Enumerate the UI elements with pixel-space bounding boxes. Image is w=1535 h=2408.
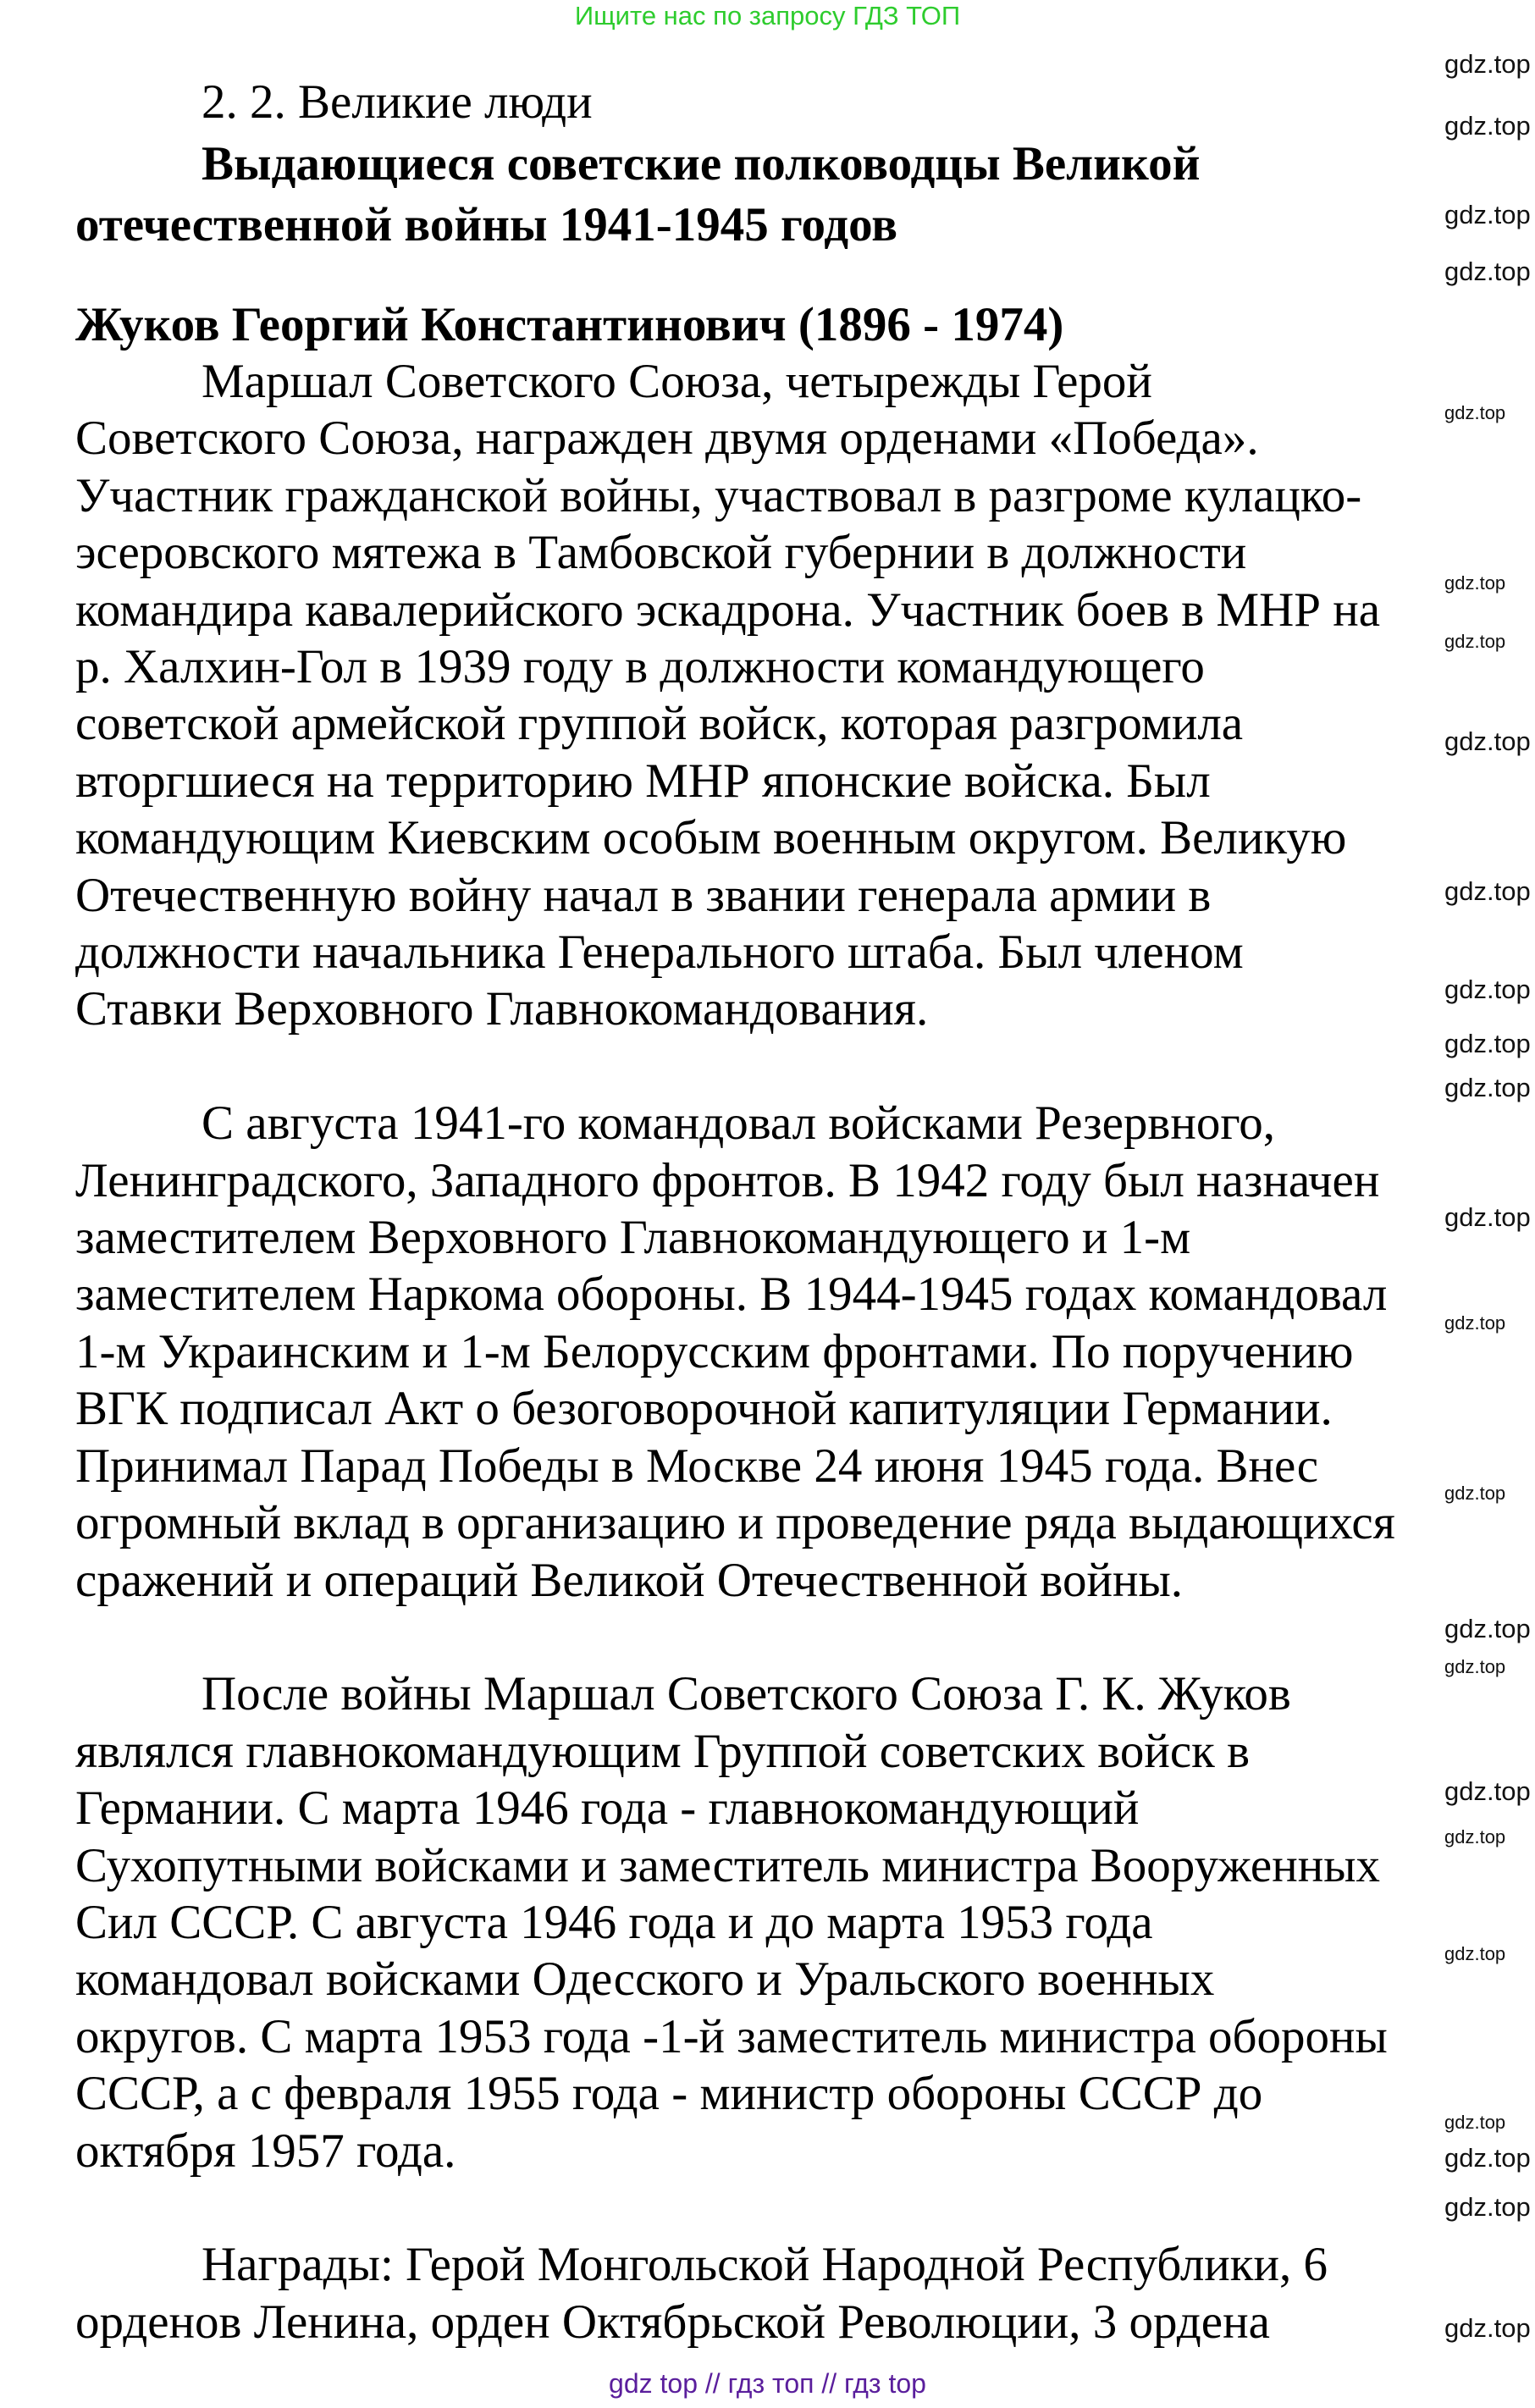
person-title: Жуков Георгий Константинович (1896 - 1974) xyxy=(75,298,1064,351)
section-title: 2. 2. Великие люди xyxy=(202,75,593,129)
watermark: gdz.top xyxy=(1444,975,1531,1004)
text-line: советской армейской группой войск, которая разгромила xyxy=(75,697,1244,751)
watermark: gdz.top xyxy=(1444,1073,1531,1102)
text-line: ВГК подписал Акт о безоговорочной капитуляции Германии. xyxy=(75,1382,1333,1436)
text-line: орденов Ленина, орден Октябрьской Революции, 3 ордена xyxy=(75,2295,1270,2349)
text-line: Советского Союза, награжден двумя орденами «Победа». xyxy=(75,411,1259,466)
watermark: gdz.top xyxy=(1444,257,1531,286)
watermark: gdz.top xyxy=(1444,49,1531,79)
text-line: 1-м Украинским и 1-м Белорусским фронтами. По поручению xyxy=(75,1324,1354,1378)
text-line: Ленинградского, Западного фронтов. В 1942 году был назначен xyxy=(75,1153,1380,1207)
watermark: gdz.top xyxy=(1444,876,1531,906)
watermark: gdz.top xyxy=(1444,1312,1506,1334)
watermark: gdz.top xyxy=(1444,2112,1506,2133)
text-line: сражений и операций Великой Отечественной войны. xyxy=(75,1553,1183,1607)
text-line: вторгшиеся на территорию МНР японские войска. Был xyxy=(75,754,1211,808)
text-line: должности начальника Генерального штаба. Был членом xyxy=(75,925,1244,980)
search-banner[interactable]: Ищите нас по запросу ГДЗ ТОП xyxy=(574,1,961,30)
text-line: округов. С марта 1953 года -1-й заместитель министра обороны xyxy=(75,2009,1388,2063)
text-line: Германии. С марта 1946 года - главнокомандующий xyxy=(75,1781,1140,1836)
watermark: gdz.top xyxy=(1444,1776,1531,1806)
text-line: Сил СССР. С августа 1946 года и до марта 1953 года xyxy=(75,1895,1153,1949)
text-line: командира кавалерийского эскадрона. Участник боев в МНР на xyxy=(75,583,1381,637)
text-line: СССР, а с февраля 1955 года - министр обороны СССР до xyxy=(75,2067,1263,2121)
watermark: gdz.top xyxy=(1444,631,1506,652)
watermark: gdz.top xyxy=(1444,1614,1531,1643)
watermark: gdz.top xyxy=(1444,726,1531,756)
watermark: gdz.top xyxy=(1444,2143,1531,2173)
text-line: р. Халхин-Гол в 1939 году в должности командующего xyxy=(75,640,1205,694)
article-body xyxy=(75,353,1430,2408)
paragraph xyxy=(75,1095,1430,1609)
text-line: После войны Маршал Советского Союза Г. К. Жуков xyxy=(202,1667,1291,1721)
text-line: заместителем Наркома обороны. В 1944-1945 годах командовал xyxy=(75,1268,1388,1322)
text-line: Участник гражданской войны, участвовал в разгроме кулацко- xyxy=(75,468,1362,522)
text-line: Маршал Советского Союза, четырежды Герой xyxy=(202,355,1152,408)
text-line: Сухопутными войсками и заместитель министра Вооруженных xyxy=(75,1838,1381,1892)
watermark: gdz.top xyxy=(1444,1029,1531,1058)
watermark: gdz.top xyxy=(1444,1483,1506,1504)
paragraph xyxy=(75,2236,1430,2350)
watermark: gdz.top xyxy=(1444,1826,1506,1847)
watermark: gdz.top xyxy=(1444,1943,1506,1964)
text-line: Ставки Верховного Главнокомандования. xyxy=(75,982,929,1036)
heading-line-2: отечественной войны 1941-1945 годов xyxy=(75,198,898,251)
paragraph xyxy=(75,1665,1430,2179)
watermark: gdz.top xyxy=(1444,1656,1506,1677)
watermark: gdz.top xyxy=(1444,2313,1531,2343)
text-line: Принимал Парад Победы в Москве 24 июня 1945 года. Внес xyxy=(75,1439,1319,1493)
text-line: С августа 1941-го командовал войсками Резервного, xyxy=(202,1096,1276,1151)
text-line: октября 1957 года. xyxy=(75,2124,456,2178)
heading-line-1: Выдающиеся советские полководцы Великой xyxy=(202,137,1201,191)
watermark: gdz.top xyxy=(1444,111,1531,141)
text-line: эсеровского мятежа в Тамбовской губернии в должности xyxy=(75,526,1247,580)
text-line: Награды: Герой Монгольской Народной Республики, 6 xyxy=(202,2238,1328,2292)
footer-links[interactable]: gdz top // гдз топ // гдз top xyxy=(609,2368,926,2399)
text-line: огромный вклад в организацию и проведение ряда выдающихся xyxy=(75,1496,1395,1550)
text-line: командующим Киевским особым военным округом. Великую xyxy=(75,811,1347,865)
text-line: являлся главнокомандующим Группой советских войск в xyxy=(75,1724,1250,1778)
text-line: Отечественную войну начал в звании генерала армии в xyxy=(75,868,1212,922)
text-line: командовал войсками Одесского и Уральского военных xyxy=(75,1952,1215,2007)
watermark: gdz.top xyxy=(1444,1202,1531,1232)
watermark: gdz.top xyxy=(1444,200,1531,229)
watermark: gdz.top xyxy=(1444,2192,1531,2222)
text-line: заместителем Верховного Главнокомандующего и 1-м xyxy=(75,1211,1191,1265)
watermark: gdz.top xyxy=(1444,402,1506,423)
watermark: gdz.top xyxy=(1444,572,1506,594)
paragraph xyxy=(75,353,1430,1038)
